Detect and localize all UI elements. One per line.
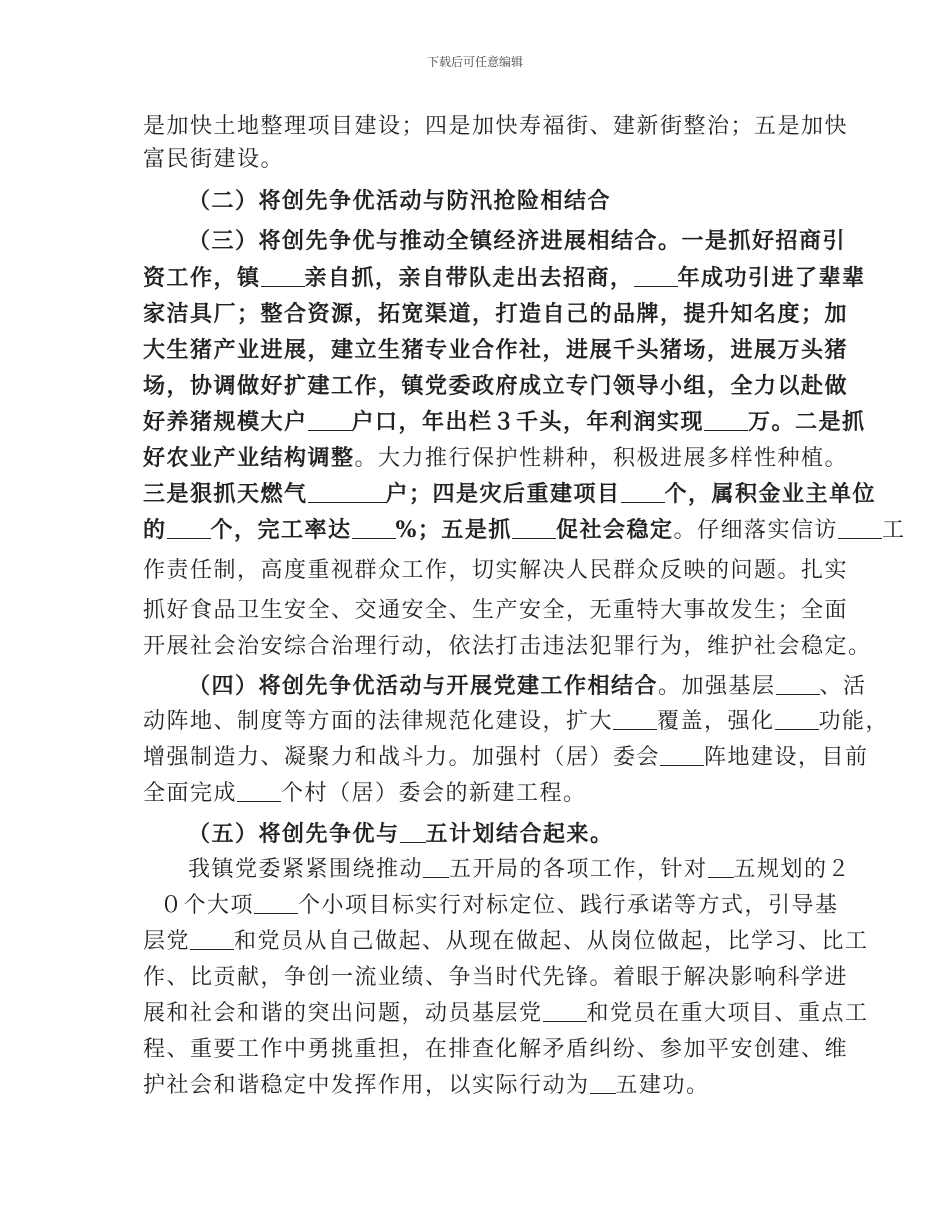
blank-field (634, 264, 678, 287)
blank-field (237, 779, 281, 802)
text-line (143, 443, 848, 474)
text-span: 工 (881, 518, 906, 543)
blank-field (308, 480, 386, 503)
blank-field (660, 743, 704, 766)
section-heading-2: （二）将创先争优活动与防汛抢险相结合 (188, 188, 612, 214)
text-line (143, 743, 869, 773)
text-span: 我镇党委紧紧围绕推动 (188, 857, 424, 882)
text-line: 家洁具厂；整合资源，拓宽渠道，打造自己的品牌，提升知名度；加 (143, 301, 849, 327)
text-line: 开展社会治安综合治理行动，依法打击违法犯罪行为，维护社会稳定。 (143, 634, 872, 659)
blank-field (775, 707, 819, 730)
text-line: 作、比贡献，争创一流业绩、争当时代先锋。着眼于解决影响科学进 (143, 965, 849, 990)
text-span: 全面完成 (143, 781, 238, 806)
text-span: 亲自抓，亲自带队走出去招商， (304, 265, 634, 291)
section-heading-4: （四）将创先争优活动与开展党建工作相结合 (188, 673, 659, 699)
text-span: 。大力推行保护性耕种，积极进展多样性种植。 (354, 446, 849, 471)
text-span: 好养猪规模大户 (143, 409, 308, 435)
blank-field (590, 1071, 616, 1094)
text-line (160, 891, 839, 921)
blank-field (708, 855, 734, 878)
text-line (143, 779, 587, 809)
blank-field (621, 480, 665, 503)
text-span: 年成功引进了辈辈 (677, 265, 866, 291)
text-line: 大生猪产业进展，建立生猪专业合作社，进展千头猪场，进展万头猪 (143, 337, 849, 363)
text-span: 个小项目标实行对标定位、践行承诺等方式，引导基 (298, 893, 839, 918)
text-line (188, 671, 867, 702)
text-span: %；五是抓 (395, 517, 512, 543)
section-heading-5 (188, 819, 614, 849)
text-span: 阵地建设，目前 (704, 745, 869, 770)
blank-field (190, 927, 234, 950)
text-line: 程、重要工作中勇挑重担，在排查化解矛盾纠纷、参加平安创建、维 (143, 1037, 849, 1062)
text-line (143, 263, 866, 293)
text-span: （五）将创先争优与 (188, 821, 400, 847)
text-line: 场，协调做好扩建工作，镇党委政府成立专门领导小组，全力以赴做 (143, 373, 849, 399)
text-line: 富民街建设。 (143, 147, 285, 172)
text-span: 和党员在重大项目、重点工 (586, 1001, 869, 1026)
text-span: 资工作，镇 (143, 265, 261, 291)
blank-field (613, 707, 657, 730)
text-line: 作责任制，高度重视群众工作，切实解决人民群众反映的问题。扎实 (143, 558, 849, 583)
text-span: 。仔细落实信访 (673, 518, 838, 543)
blank-field (704, 408, 748, 431)
blank-field (838, 516, 882, 539)
text-span: 五规划的２ (733, 857, 852, 882)
page-header: 下载后可任意编辑 (426, 55, 523, 69)
text-span: 个，完工率达 (210, 517, 352, 543)
text-span: 和党员从自己做起、从现在做起、从岗位做起，比学习、比工 (234, 929, 869, 954)
text-span: 个村（居）委会的新建工程。 (281, 781, 587, 806)
blank-field (261, 264, 305, 287)
text-span: 户；四是灾后重建项目 (385, 481, 621, 507)
text-line: 抓好食品卫生安全、交通安全、生产安全，无重特大事故发生；全面 (143, 598, 849, 623)
section-heading-3: （三）将创先争优与推动全镇经济进展相结合。一是抓好招商引 (188, 228, 847, 254)
blank-field (308, 408, 352, 431)
text-span: 促社会稳定 (555, 517, 674, 543)
blank-field (423, 855, 449, 878)
blank-field (254, 891, 298, 914)
text-span: 五建功。 (615, 1073, 710, 1098)
text-span: 、活 (819, 674, 867, 699)
text-span: 户口，年出栏３千头，年利润实现 (351, 409, 705, 435)
text-line (143, 1071, 710, 1101)
text-line (143, 407, 866, 437)
text-line: 是加快土地整理项目建设；四是加快寿福街、建新街整治；五是加快 (143, 114, 849, 139)
blank-field (776, 672, 820, 695)
text-span: 展和社会和谐的突出问题，动员基层党 (143, 1001, 543, 1026)
text-span: 动阵地、制度等方面的法律规范化建设，扩大 (143, 709, 614, 734)
blank-field (512, 516, 556, 539)
text-line (143, 479, 876, 509)
text-span: 个，属积金业主单位 (664, 481, 877, 507)
blank-field (352, 516, 396, 539)
text-line (143, 999, 869, 1029)
text-span: 功能， (818, 709, 890, 734)
blank-field (167, 516, 211, 539)
text-line (188, 855, 851, 885)
text-span: 增强制造力、凝聚力和战斗力。加强村（居）委会 (143, 745, 661, 770)
text-span: 层党 (143, 929, 191, 954)
text-line (143, 515, 905, 546)
text-span: 万。二是抓 (748, 409, 866, 435)
blank-field (543, 999, 587, 1022)
text-span: 好农业产业结构调整 (143, 445, 355, 471)
text-span: 。加强基层 (658, 674, 776, 699)
text-span: 五开局的各项工作，针对 (449, 857, 708, 882)
blank-field (400, 820, 426, 843)
text-span: ０个大项 (160, 893, 255, 918)
text-span: 覆盖，强化 (657, 709, 775, 734)
text-span: 护社会和谐稳定中发挥作用，以实际行动为 (143, 1073, 590, 1098)
text-span: 三是狠抓天燃气 (143, 481, 308, 507)
text-line (143, 707, 889, 737)
text-line (143, 927, 869, 957)
text-span: 五计划结合起来。 (425, 821, 614, 847)
text-span: 的 (143, 517, 167, 543)
